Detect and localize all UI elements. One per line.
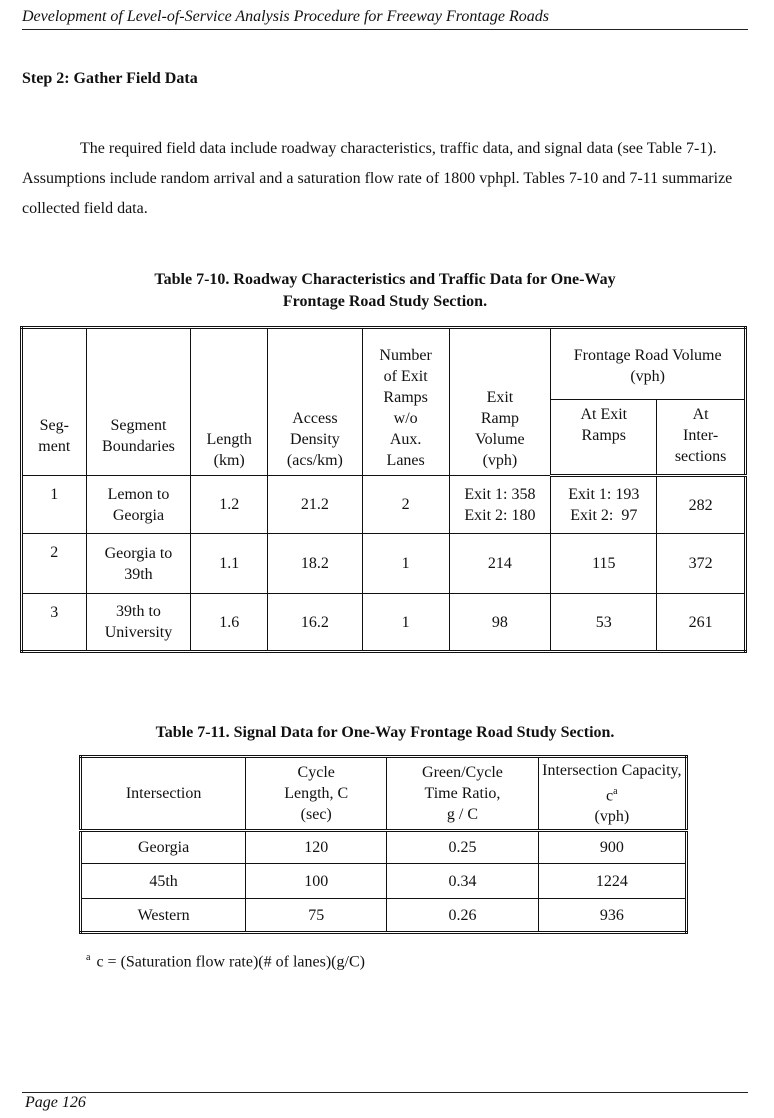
cell-length: 1.6	[191, 594, 268, 652]
cell-at-intersections: 372	[657, 534, 746, 594]
cell-cycle: 75	[246, 899, 387, 933]
cell-boundaries: Lemon to Georgia	[86, 476, 191, 534]
caption-line-2: Frontage Road Study Section.	[282, 293, 488, 310]
cell-green: 0.34	[387, 864, 538, 899]
body-paragraph	[22, 134, 748, 224]
footnote-marker: a	[86, 952, 91, 963]
header-frontage-volume: Frontage Road Volume (vph)	[551, 328, 746, 400]
header-at-intersections: At Inter- sections	[657, 400, 746, 476]
cell-at-exit: Exit 1: 193 Exit 2: 97	[551, 476, 657, 534]
header-access-density: Access Density (acs/km)	[268, 328, 363, 476]
header-exit-ramp-volume: Exit Ramp Volume (vph)	[449, 328, 551, 476]
table-row	[81, 864, 687, 899]
header-capacity	[538, 757, 686, 831]
table-row	[81, 831, 687, 864]
table-7-10-caption	[22, 269, 748, 313]
header-cycle-length: Cycle Length, C (sec)	[246, 757, 387, 831]
cell-access: 21.2	[268, 476, 363, 534]
header-intersection: Intersection	[81, 757, 246, 831]
footnote-text: c = (Saturation flow rate)(# of lanes)(g/C)	[96, 953, 365, 971]
section-title: Step 2: Gather Field Data	[22, 70, 198, 87]
cell-length: 1.1	[191, 534, 268, 594]
header-segment: Seg- ment	[22, 328, 87, 476]
cell-at-exit: 53	[551, 594, 657, 652]
capacity-label: Intersection Capacity, c	[542, 761, 682, 805]
header-green-cycle: Green/Cycle Time Ratio, g / C	[387, 757, 538, 831]
footnote	[86, 952, 365, 971]
cell-exit-volume: 98	[449, 594, 551, 652]
table-row	[81, 899, 687, 933]
cell-green: 0.25	[387, 831, 538, 864]
table-7-10	[20, 326, 747, 653]
table-7-11	[79, 755, 688, 934]
cell-ramps: 1	[362, 594, 449, 652]
cell-access: 16.2	[268, 594, 363, 652]
cell-exit-volume: 214	[449, 534, 551, 594]
table-row	[22, 476, 746, 534]
table-row	[22, 594, 746, 652]
cell-boundaries: 39th to University	[86, 594, 191, 652]
cell-intersection: Western	[81, 899, 246, 933]
capacity-footnote-marker: a	[613, 785, 618, 797]
cell-exit-volume: Exit 1: 358 Exit 2: 180	[449, 476, 551, 534]
cell-length: 1.2	[191, 476, 268, 534]
cell-ramps: 1	[362, 534, 449, 594]
cell-boundaries: Georgia to 39th	[86, 534, 191, 594]
cell-capacity: 936	[538, 899, 686, 933]
cell-cycle: 120	[246, 831, 387, 864]
capacity-unit: (vph)	[594, 808, 630, 826]
paragraph-text: The required field data include roadway characteristics, traffic data, and signal data (see Table 7-1). Assumptions include random arrival and a saturation flow rate of 1800 vphpl. Tables 7-10 and 7-11 summarize collected field data.	[22, 140, 733, 217]
cell-green: 0.26	[387, 899, 538, 933]
header-exit-ramps: Number of Exit Ramps w/o Aux. Lanes	[362, 328, 449, 476]
header-at-exit-ramps: At Exit Ramps	[551, 400, 657, 476]
cell-capacity: 900	[538, 831, 686, 864]
header-length: Length (km)	[191, 328, 268, 476]
cell-at-intersections: 261	[657, 594, 746, 652]
cell-ramps: 2	[362, 476, 449, 534]
cell-capacity: 1224	[538, 864, 686, 899]
cell-intersection: Georgia	[81, 831, 246, 864]
header-boundaries: Segment Boundaries	[86, 328, 191, 476]
page-number: Page 126	[25, 1094, 86, 1111]
table-7-11-caption: Table 7-11. Signal Data for One-Way Frontage Road Study Section.	[155, 724, 615, 741]
cell-access: 18.2	[268, 534, 363, 594]
cell-intersection: 45th	[81, 864, 246, 899]
running-header: Development of Level-of-Service Analysis Procedure for Freeway Frontage Roads	[22, 6, 748, 30]
cell-segment: 2	[22, 534, 87, 594]
caption-line-1: Table 7-10. Roadway Characteristics and Traffic Data for One-Way	[154, 271, 616, 288]
cell-at-intersections: 282	[657, 476, 746, 534]
cell-cycle: 100	[246, 864, 387, 899]
cell-segment: 1	[22, 476, 87, 534]
cell-at-exit: 115	[551, 534, 657, 594]
footer-rule	[22, 1092, 748, 1093]
table-row	[22, 534, 746, 594]
cell-segment: 3	[22, 594, 87, 652]
